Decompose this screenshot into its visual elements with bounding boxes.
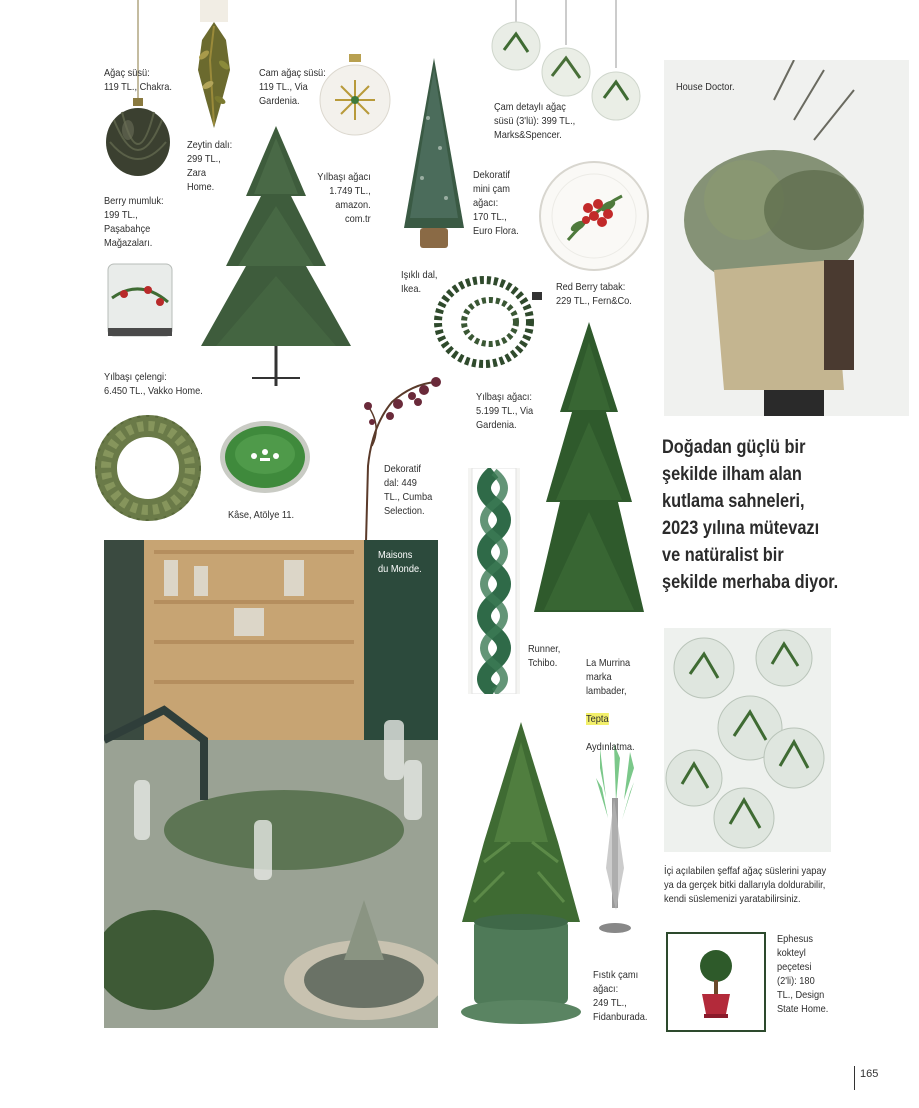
murano-lamp-image [590, 738, 640, 938]
caption-house-doctor: House Doctor. [676, 81, 735, 93]
caption-mini-pine: Dekoratif mini çam ağacı: 170 TL., Euro Flora. [473, 169, 519, 237]
berry-candle-holder-image [104, 258, 176, 342]
caption-light-branch: Işıklı dal, Ikea. [401, 269, 438, 295]
caption-maisons-du-monde: Maisons du Monde. [378, 549, 422, 575]
caption-murano-lamp-highlight: Tepta [586, 713, 609, 725]
page-headline: Doğadan güçlü bir şekilde ilham alan kutlama sahneleri, 2023 yılına mütevazı ve natüralist bir şekilde merhaba diyor. [662, 437, 839, 593]
caption-glass-ornament: Cam ağaç süsü: 119 TL., Via Gardenia. [259, 67, 326, 107]
caption-wreath: Yılbaşı çelengi: 6.450 TL., Vakko Home. [104, 371, 203, 397]
caption-pine-detail-ornament: Çam detaylı ağaç süsü (3'lü): 399 TL., Marks&Spencer. [494, 101, 576, 141]
page-number: 165 [854, 1066, 878, 1090]
caption-clear-ornaments: İçi açılabilen şeffaf ağaç süslerini yapay ya da gerçek bitki dallarıyla doldurabilir, kendi süslemenizi yaratabilirsiniz. [664, 865, 827, 905]
maisons-du-monde-photo [104, 540, 438, 1028]
christmas-tree-via-gardenia-image [530, 322, 648, 624]
caption-pine-sapling: Fıstık çamı ağacı: 249 TL., Fidanburada. [593, 969, 648, 1023]
house-doctor-photo [664, 60, 909, 416]
caption-runner: Runner, Tchibo. [528, 643, 561, 669]
caption-tree-amazon: Yılbaşı ağacı 1.749 TL., amazon. com.tr [317, 171, 371, 225]
red-berry-plate-image [538, 160, 650, 272]
clear-ornaments-photo [664, 628, 831, 852]
caption-ephesus-napkin: Ephesus kokteyl peçetesi (2'li): 180 TL., Design State Home. [777, 933, 829, 1015]
caption-ornament-chakra: Ağaç süsü: 119 TL., Chakra. [104, 67, 172, 93]
caption-murano-lamp [586, 642, 635, 754]
ephesus-napkin-image [666, 932, 766, 1032]
caption-bowl: Kâse, Atölye 11. [228, 509, 295, 521]
caption-murano-lamp-text: La Murrina marka lambader, [586, 657, 631, 697]
caption-tree-via-gardenia: Yılbaşı ağacı: 5.199 TL., Via Gardenia. [476, 391, 534, 431]
mini-pine-tree-image [398, 58, 470, 252]
caption-berry-candle-holder: Berry mumluk: 199 TL., Paşabahçe Mağazaları. [104, 195, 164, 249]
caption-murano-lamp-end: Aydınlatma. [586, 741, 635, 753]
caption-decorative-branch: Dekoratif dal: 449 TL., Cumba Selection. [384, 463, 433, 517]
table-runner-image [468, 468, 520, 694]
caption-red-berry-plate: Red Berry tabak: 229 TL., Fern&Co. [556, 281, 632, 307]
green-bowl-image [218, 418, 312, 496]
olive-branch-image [180, 0, 250, 130]
christmas-wreath-image [92, 412, 204, 524]
caption-olive-branch: Zeytin dalı: 299 TL., Zara Home. [187, 139, 233, 193]
pine-sapling-pot-image [454, 722, 588, 1028]
